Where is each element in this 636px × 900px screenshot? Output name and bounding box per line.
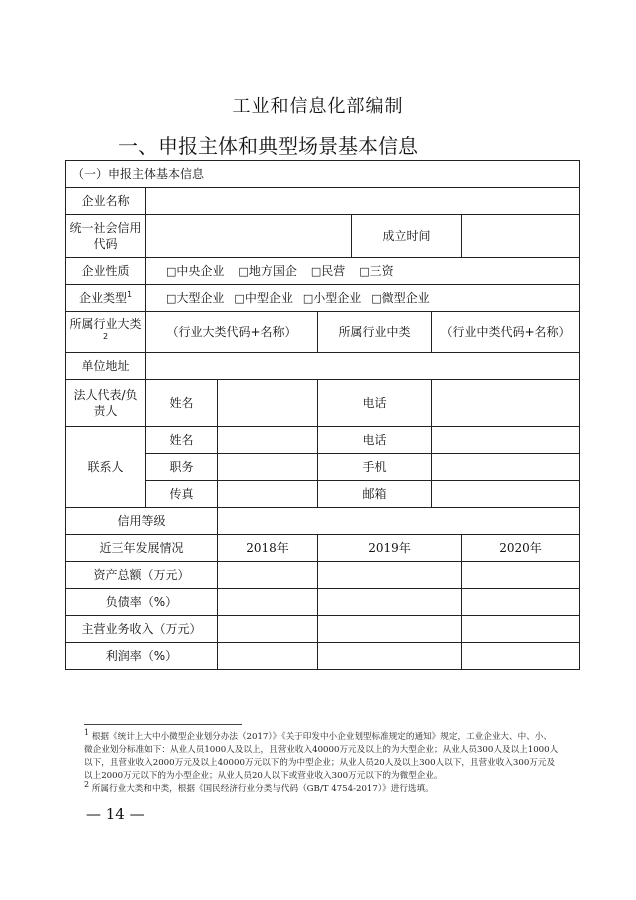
debt-ratio-2020[interactable] — [462, 589, 580, 616]
checkbox-icon: □ — [371, 291, 382, 305]
legal-rep-label: 法人代表/负责人 — [66, 380, 146, 427]
year-2020-header: 2020年 — [462, 535, 580, 562]
profit-rate-2019[interactable] — [318, 643, 462, 670]
contact-fax-field[interactable] — [218, 481, 318, 508]
credit-rating-field[interactable] — [218, 508, 580, 535]
main-revenue-2020[interactable] — [462, 616, 580, 643]
nature-option-foreign[interactable]: □三资 — [359, 263, 394, 278]
contact-phone-label: 电话 — [318, 427, 432, 454]
contact-email-label: 邮箱 — [318, 481, 432, 508]
year-2019-header: 2019年 — [318, 535, 462, 562]
profit-rate-label: 利润率（%） — [66, 643, 218, 670]
main-revenue-label: 主营业务收入（万元） — [66, 616, 218, 643]
development-label: 近三年发展情况 — [66, 535, 218, 562]
type-option-small[interactable]: □小型企业 — [302, 290, 362, 305]
profit-rate-2018[interactable] — [218, 643, 318, 670]
address-field[interactable] — [146, 353, 580, 380]
footnote-2: $^2$ 所属行业大类和中类，根据《国民经济行业分类与代码（GB/T 4754-2017）》进行选填。 — [84, 780, 434, 794]
year-2018-header: 2018年 — [218, 535, 318, 562]
checkbox-icon: □ — [310, 264, 322, 278]
company-name-field[interactable] — [146, 188, 580, 215]
footnotes — [84, 728, 560, 796]
footnote-1: $^1$ 根据《统计上大中小微型企业划分办法（2017）》《关于印发中小企业划型标准规定的通知》规定，工业企业大、中、小、微企业划分标准如下：从业人员1000人及以上，且营业收入40000万元及以上的为大型企业；从业人员300人及以上1000人以下，且营业收入2000万元及以上40000万元以下的为中型企业；从业人员20人及以上300人以下，且营业收入300万元及以上2000万元以下的为小型企业；从业人员20人以下或营业收入300万元以下的为微型企业。 — [84, 728, 559, 781]
contact-name-field[interactable] — [218, 427, 318, 454]
nature-options — [146, 258, 580, 285]
industry-major-label: 所属行业大类$^2$ — [66, 312, 146, 353]
main-revenue-2019[interactable] — [318, 616, 462, 643]
type-label: 企业类型$^1$ — [66, 285, 146, 312]
type-option-medium[interactable]: □中型企业 — [234, 290, 293, 305]
footnote-ref-2: 2 — [102, 332, 109, 341]
contact-mobile-label: 手机 — [318, 454, 432, 481]
checkbox-icon: □ — [166, 291, 177, 305]
contact-phone-field[interactable] — [432, 427, 580, 454]
credit-code-label: 统一社会信用代码 — [66, 215, 146, 258]
founded-label: 成立时间 — [352, 215, 462, 258]
company-name-label: 企业名称 — [66, 188, 146, 215]
founded-field[interactable] — [462, 215, 580, 258]
checkbox-icon: □ — [359, 264, 370, 278]
nature-option-local[interactable]: □地方国企 — [238, 263, 297, 278]
checkbox-icon: □ — [234, 291, 245, 305]
issuing-organization: 工业和信息化部编制 — [232, 96, 404, 117]
nature-option-private[interactable]: □民营 — [310, 263, 346, 278]
nature-option-central[interactable]: □中央企业 — [166, 263, 225, 278]
section-subtitle: （一）申报主体基本信息 — [66, 161, 580, 188]
legal-rep-name-label: 姓名 — [146, 380, 218, 427]
legal-rep-phone-label: 电话 — [318, 380, 432, 427]
footnote-ref-1: 1 — [126, 289, 133, 299]
debt-ratio-2019[interactable] — [318, 589, 462, 616]
total-assets-2018[interactable] — [218, 562, 318, 589]
legal-rep-name-field[interactable] — [218, 380, 318, 427]
contact-mobile-field[interactable] — [432, 454, 580, 481]
industry-major-field[interactable]: （行业大类代码+名称） — [146, 312, 318, 353]
total-assets-label: 资产总额（万元） — [66, 562, 218, 589]
legal-rep-phone-field[interactable] — [432, 380, 580, 427]
checkbox-icon: □ — [238, 264, 249, 278]
contact-position-label: 职务 — [146, 454, 218, 481]
type-options — [146, 285, 580, 312]
type-option-micro[interactable]: □微型企业 — [371, 290, 430, 305]
contact-fax-label: 传真 — [146, 481, 218, 508]
debt-ratio-label: 负债率（%） — [66, 589, 218, 616]
credit-code-field[interactable] — [146, 215, 352, 258]
checkbox-icon: □ — [302, 291, 314, 305]
total-assets-2019[interactable] — [318, 562, 462, 589]
address-label: 单位地址 — [66, 353, 146, 380]
debt-ratio-2018[interactable] — [218, 589, 318, 616]
contact-email-field[interactable] — [432, 481, 580, 508]
footnote-divider — [84, 724, 242, 725]
type-option-large[interactable]: □大型企业 — [166, 290, 225, 305]
contact-label: 联系人 — [66, 427, 146, 508]
main-revenue-2018[interactable] — [218, 616, 318, 643]
profit-rate-2020[interactable] — [462, 643, 580, 670]
page-number: — 14 — — [86, 805, 145, 823]
basic-info-form — [65, 160, 580, 670]
checkbox-icon: □ — [166, 264, 177, 278]
contact-position-field[interactable] — [218, 454, 318, 481]
industry-mid-label: 所属行业中类 — [318, 312, 432, 353]
credit-rating-label: 信用等级 — [66, 508, 218, 535]
total-assets-2020[interactable] — [462, 562, 580, 589]
section-title: 一、申报主体和典型场景基本信息 — [118, 134, 418, 158]
contact-name-label: 姓名 — [146, 427, 218, 454]
industry-mid-field[interactable]: （行业中类代码+名称） — [432, 312, 580, 353]
nature-label: 企业性质 — [66, 258, 146, 285]
